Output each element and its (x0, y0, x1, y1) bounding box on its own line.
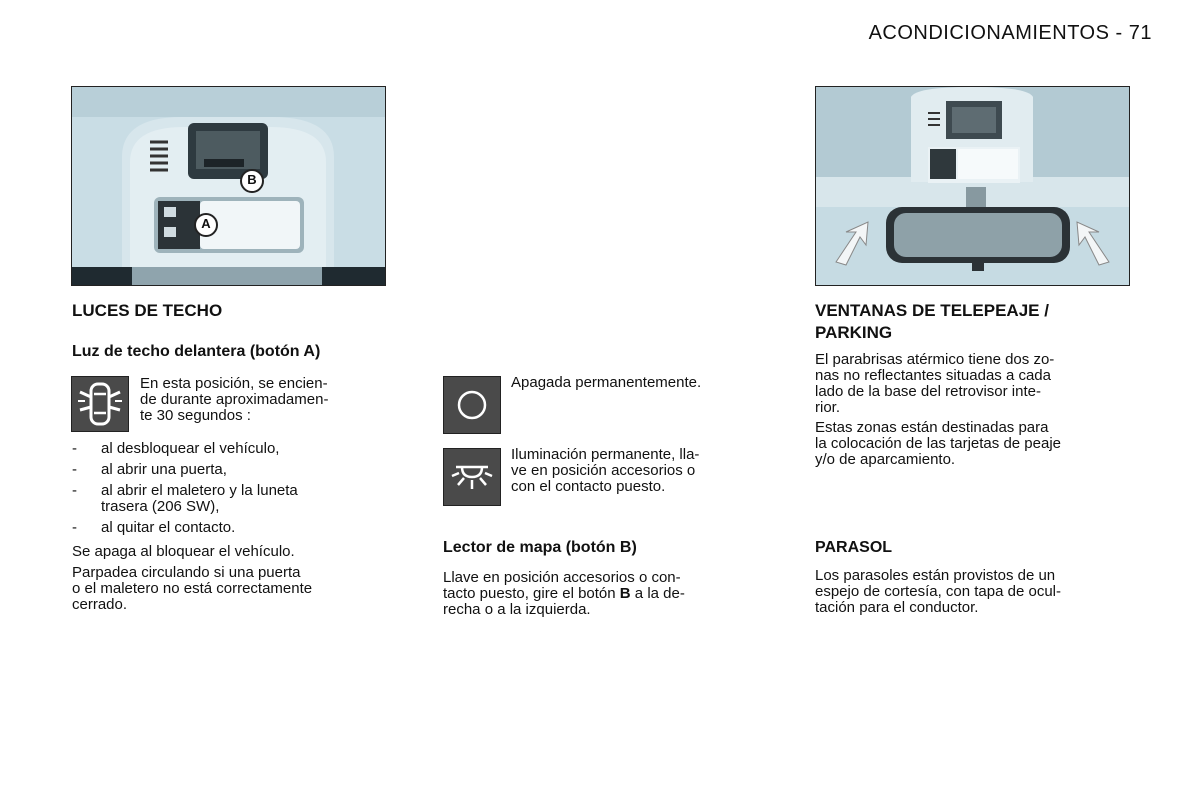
ceiling-light-icon (443, 448, 501, 506)
blink-line: Parpadea circulando si una puerta (72, 564, 301, 581)
blink-note (72, 565, 385, 613)
photo-label-a: A (201, 216, 211, 231)
list-item: - al desbloquear el vehículo, (72, 440, 280, 457)
list-item: - al abrir una puerta, (72, 461, 227, 478)
page-number: 71 (1128, 22, 1152, 44)
on-line: Iluminación permanente, lla- (511, 446, 700, 463)
map-line: recha o a la izquierda. (443, 601, 591, 618)
on-description (511, 447, 756, 495)
map-reader-text (443, 570, 756, 618)
section-title: ACONDICIONAMIENTOS (868, 22, 1110, 44)
ceiling-light-illustration (72, 87, 385, 285)
blink-line: o el maletero no está correctamente (72, 580, 313, 597)
intro-line: te 30 segundos : (140, 407, 251, 424)
photo-label-b: B (247, 172, 257, 187)
off-note: Se apaga al bloquear el vehículo. (72, 543, 295, 560)
intro-line: En esta posición, se encien- (140, 375, 328, 392)
blink-line: cerrado. (72, 596, 128, 613)
ceiling-light-photo (71, 86, 386, 286)
on-line: con el contacto puesto. (511, 478, 666, 495)
activation-list (72, 441, 385, 541)
circle-off-icon (443, 376, 501, 434)
windshield-photo (815, 86, 1130, 286)
windshield-mirror-illustration (816, 87, 1129, 285)
map-line: tacto puesto, gire el botón B a la de- (443, 585, 685, 602)
map-reader-title: Lector de mapa (botón B) (443, 539, 637, 556)
toll-windows-title: VENTANAS DE TELEPEAJE / PARKING (815, 301, 1049, 342)
on-line: ve en posición accesorios o (511, 462, 696, 479)
toll-windows-para2: Estas zonas están destinadas para la colocación de las tarjetas de peaje y/o de aparcamiento. (815, 419, 1061, 468)
map-line: Llave en posición accesorios o con- (443, 569, 681, 586)
intro-text (140, 376, 385, 424)
toll-windows-para1: El parabrisas atérmico tiene dos zo- nas no reflectantes situadas a cada lado de la base del retrovisor inte- rior. (815, 351, 1055, 416)
ceiling-lights-title: LUCES DE TECHO (72, 301, 223, 320)
page-header (869, 22, 1152, 45)
list-item: - al quitar el contacto. (72, 519, 236, 536)
door-open-car-icon (71, 376, 129, 432)
front-ceiling-light-subtitle: Luz de techo delantera (botón A) (72, 343, 321, 360)
off-description: Apagada permanentemente. (511, 374, 702, 391)
parasol-title: PARASOL (815, 539, 893, 556)
header-separator: - (1115, 22, 1123, 44)
parasol-text: Los parasoles están provistos de un espejo de cortesía, con tapa de ocul- tación para el conductor. (815, 567, 1061, 616)
intro-line: de durante aproximadamen- (140, 391, 329, 408)
list-item: - al abrir el maletero y la luneta trasera (206 SW), (72, 482, 298, 515)
